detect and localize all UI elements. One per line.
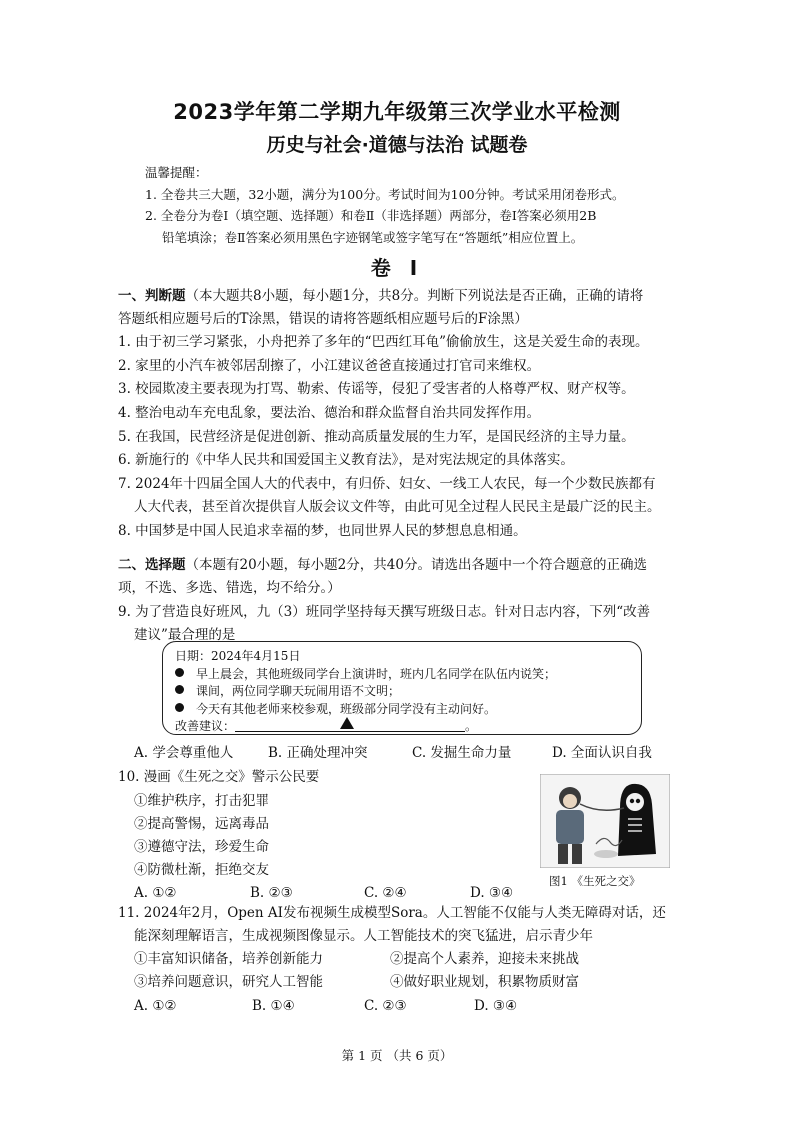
section1-heading: 一、判断题 [118, 288, 186, 304]
tip-item-2-line-2: 铅笔填涂；卷Ⅱ答案必须用黑色字迹钢笔或签字笔写在“答题纸”相应位置上。 [162, 230, 584, 245]
section1-desc-1: （本大题共8小题，每小题1分，共8分。判断下列说法是否正确，正确的请将 [185, 288, 644, 304]
q10-option-d: D. ③④ [470, 885, 514, 901]
q10-item-3: ③遵德守法，珍爱生命 [134, 839, 269, 855]
volume-heading: 卷 I [370, 256, 424, 280]
judge-question-7-line-1: 7. 2024年十四届全国人大的代表中，有归侨、妇女、一线工人农民，每一个少数民族都有 [118, 476, 656, 492]
exam-title: 2023学年第二学期九年级第三次学业水平检测 [173, 100, 621, 124]
question-9-line-1: 9. 为了营造良好班风，九（3）班同学坚持每天撰写班级日志。针对日志内容，下列“改善 [118, 604, 651, 620]
q11-item-2: ②提高个人素养，迎接未来挑战 [390, 951, 579, 967]
figure-caption: 图1 《生死之交》 [549, 874, 641, 888]
bullet-icon [175, 703, 184, 712]
q11-option-b: B. ①④ [252, 998, 295, 1014]
bullet-icon [175, 685, 184, 694]
q10-item-1: ①维护秩序，打击犯罪 [134, 793, 269, 809]
diary-item-1: 早上晨会，其他班级同学台上演讲时，班内几名同学在队伍内说笑； [175, 666, 629, 684]
answer-blank [235, 719, 465, 732]
q10-item-4: ④防微杜渐，拒绝交友 [134, 862, 269, 878]
diary-date: 日期：2024年4月15日 [175, 649, 301, 663]
question-11-line-1: 11. 2024年2月，Open AI发布视频生成模型Sora。人工智能不仅能与人类无障碍对话，还 [118, 905, 666, 921]
judge-question-3: 3. 校园欺凌主要表现为打骂、勒索、传谣等，侵犯了受害者的人格尊严权、财产权等。 [118, 381, 635, 397]
section1-intro [118, 285, 688, 308]
q11-option-a: A. ①② [134, 998, 177, 1014]
judge-question-8: 8. 中国梦是中国人民追求幸福的梦，也同世界人民的梦想息息相通。 [118, 523, 527, 539]
judge-question-6: 6. 新施行的《中华人民共和国爱国主义教育法》，是对宪法规定的具体落实。 [118, 452, 574, 468]
section2-desc-2: 项，不选、多选、错选，均不给分。） [118, 580, 341, 596]
q10-item-2: ②提高警惕，远离毒品 [134, 816, 269, 832]
q11-item-4: ④做好职业规划，积累物质财富 [390, 974, 579, 990]
judge-question-4: 4. 整治电动车充电乱象，要法治、德治和群众监督自治共同发挥作用。 [118, 405, 541, 421]
exam-subtitle: 历史与社会·道德与法治 试题卷 [266, 134, 528, 156]
section2-desc-1: （本题有20小题，每小题2分，共40分。请选出各题中一个符合题意的正确选 [185, 557, 647, 573]
judge-question-1: 1. 由于初三学习紧张，小舟把养了多年的“巴西红耳龟”偷偷放生，这是关爱生命的表现。 [118, 334, 649, 350]
question-11-line-2: 能深刻理解语言，生成视频图像显示。人工智能技术的突飞猛进，启示青少年 [134, 928, 593, 944]
bullet-icon [175, 668, 184, 677]
cartoon-illustration [540, 774, 670, 868]
tips-label: 温馨提醒： [145, 165, 208, 180]
q11-item-1: ①丰富知识储备，培养创新能力 [134, 951, 323, 967]
diary-item-3: 今天有其他老师来校参观，班级部分同学没有主动问好。 [175, 701, 629, 719]
q9-option-b: B. 正确处理冲突 [268, 745, 368, 761]
diary-item-2: 课间，两位同学聊天玩闹用语不文明； [175, 683, 629, 701]
q11-option-d: D. ③④ [474, 998, 518, 1014]
question-9-line-2: 建议”最合理的是 [134, 627, 236, 643]
section1-desc-2: 答题纸相应题号后的T涂黑，错误的请将答题纸相应题号后的F涂黑） [118, 311, 528, 327]
q10-option-a: A. ①② [134, 885, 177, 901]
tip-item-1: 1. 全卷共三大题，32小题，满分为100分。考试时间为100分钟。考试采用闭卷形式。 [145, 187, 625, 202]
section2-intro [118, 554, 688, 577]
q9-option-d: D. 全面认识自我 [552, 745, 652, 761]
judge-question-2: 2. 家里的小汽车被邻居刮擦了，小江建议爸爸直接通过打官司来维权。 [118, 358, 541, 374]
tip-item-2-line-1: 2. 全卷分为卷Ⅰ（填空题、选择题）和卷Ⅱ（非选择题）两部分，卷Ⅰ答案必须用2B [145, 208, 597, 223]
q9-option-a: A. 学会尊重他人 [134, 745, 234, 761]
section2-heading: 二、选择题 [118, 557, 186, 573]
q11-item-3: ③培养问题意识，研究人工智能 [134, 974, 323, 990]
judge-question-7-line-2: 人大代表，甚至首次提供盲人版会议文件等，由此可见全过程人民民主是最广泛的民主。 [134, 499, 661, 515]
diary-suggestion: 改善建议： 。 [175, 719, 478, 733]
q10-option-b: B. ②③ [250, 885, 293, 901]
q10-option-c: C. ②④ [364, 885, 407, 901]
triangle-icon [340, 717, 354, 729]
class-diary-box [162, 641, 642, 735]
judge-question-5: 5. 在我国，民营经济是促进创新、推动高质量发展的生力军，是国民经济的主导力量。 [118, 429, 635, 445]
question-10-stem: 10. 漫画《生死之交》警示公民要 [118, 769, 320, 785]
page-footer: 第 1 页 （共 6 页） [341, 1048, 453, 1063]
q9-option-c: C. 发掘生命力量 [412, 745, 512, 761]
q11-option-c: C. ②③ [364, 998, 407, 1014]
